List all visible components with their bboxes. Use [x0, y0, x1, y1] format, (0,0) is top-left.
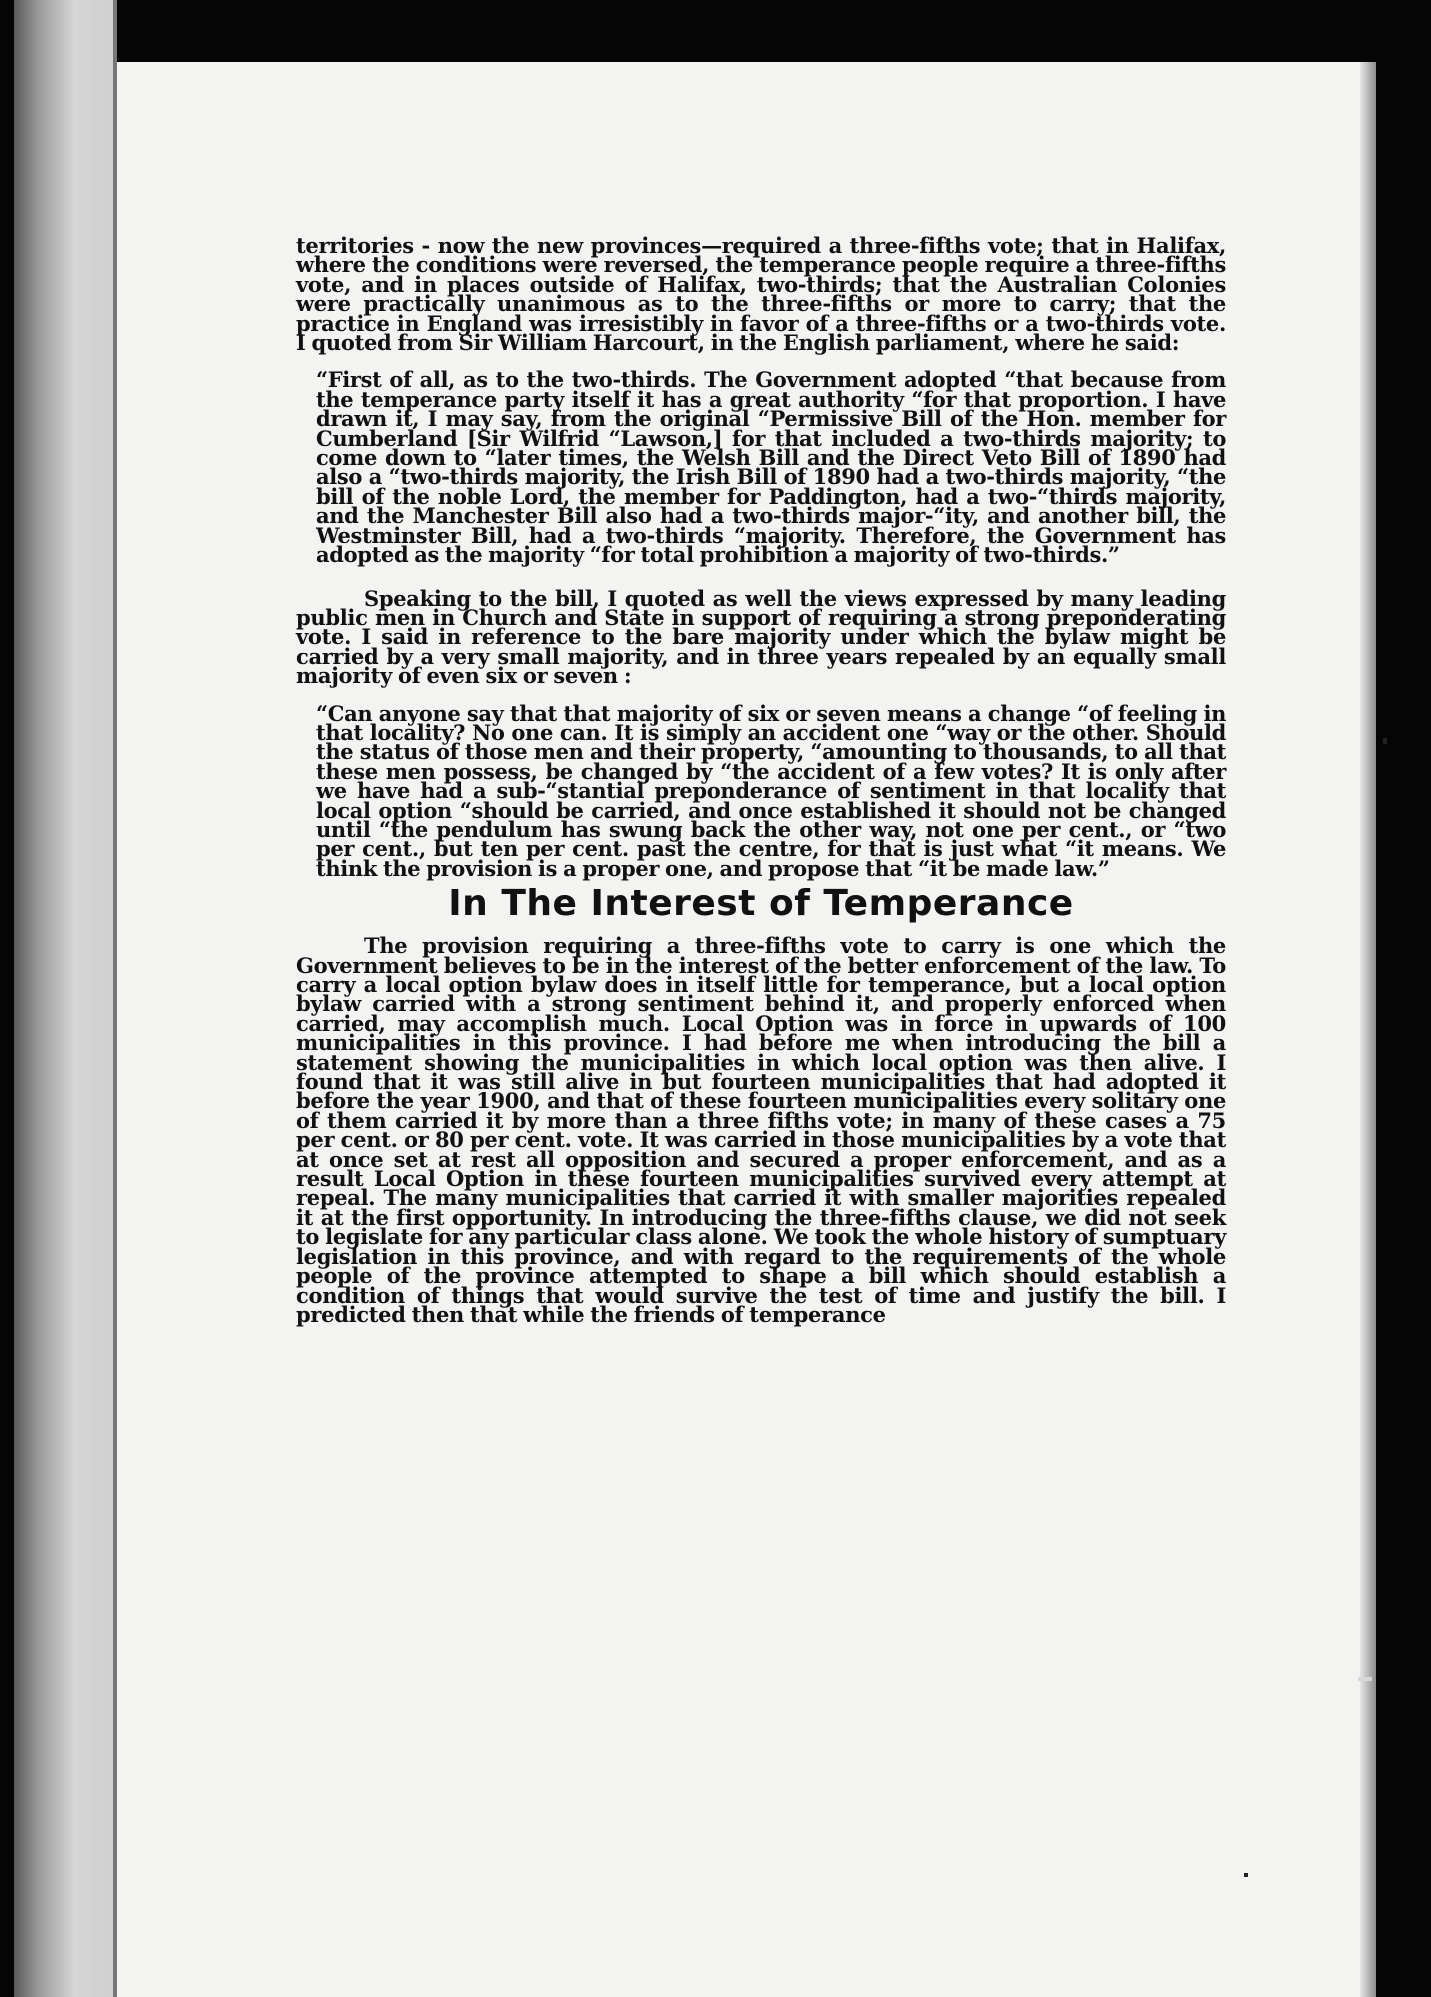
paragraph-provision: The provision requiring a three-fifths vote to carry is one which the Government believes to be in the interest of the better enforcement of the law. To carry a local option bylaw does in itself little for temperance, but a local option bylaw carried with a strong sentiment behind it, and properly enforced when carried, may accomplish much. Local Option was in force in upwards of 100 municipalities in this province. I had before me when introducing the bill a statement showing the municipalities in which local option was then alive. I found that it was still alive in but fourteen municipalities that had adopted it before the year 1900, and that of these fourteen municipalities every solitary one of them carried it by more than a three fifths vote; in many of these cases a 75 per cent. or 80 per cent. vote. It was carried in those municipalities by a vote that at once set at rest all opposition and secured a proper enforcement, and as a result Local Option in these fourteen municipalities survived every attempt at repeal. The many municipalities that carried it with smaller majorities repealed it at the first opportunity. In introducing the three-fifths clause, we did not seek to legislate for any particular class alone. We took the whole history of sumptuary legislation in this province, and with regard to the requirements of the whole people of the province attempted to shape a bill which should establish a condition of things that would survive the test of time and justify the bill. I predicted then that while the friends of temperance	[296, 933, 1226, 1327]
page-edge-shadow	[1360, 62, 1376, 1997]
margin-mark	[1358, 1677, 1372, 1681]
document-text	[296, 233, 1226, 1327]
margin-mark	[1383, 738, 1387, 744]
facing-page-edge	[14, 0, 114, 1997]
paragraph-territories: territories - now the new provinces—required a three-fifths vote; that in Halifax, where the conditions were reversed, the temperance people require a three-fifths vote, and in places outside of Halifax, two-thirds; that the Australian Colonies were practically unanimous as to the three-fifths or more to carry; that the practice in England was irresistibly in favor of a three-fifths or a two-thirds vote. I quoted from Sir William Harcourt, in the English parliament, where he said:	[296, 233, 1226, 356]
margin-mark	[1244, 1873, 1248, 1877]
paragraph-speaking: Speaking to the bill, I quoted as well the views expressed by many leading public men in Church and State in support of requiring a strong preponderating vote. I said in reference to the bare majority under which the bylaw might be carried by a very small majority, and in three years repealed by an equally small majority of even six or seven :	[296, 585, 1226, 689]
section-heading: In The Interest of Temperance	[448, 883, 1074, 925]
quote-harcourt: “First of all, as to the two-thirds. The Government adopted “that because from the temperance party itself it has a great authority “for that proportion. I have drawn it, I may say, from the original “Permissive Bill of the Hon. member for Cumberland [Sir Wilfrid “Lawson,] for that included a two-thirds majority; to come down to “later times, the Welsh Bill and the Direct Veto Bill of 1890 had also a “two-thirds majority, the Irish Bill of 1890 had a two-thirds majority, “the bill of the noble Lord, the member for Paddington, had a two-“thirds majority, and the Manchester Bill also had a two-thirds major-“ity, and another bill, the Westminster Bill, had a two-thirds “majority. Therefore, the Government has adopted as the majority “for total prohibition a majority of two-thirds.”	[316, 367, 1226, 568]
quote-majority: “Can anyone say that that majority of six or seven means a change “of feeling in that locality? No one can. It is simply an accident one “way or the other. Should the status of those men and their property, “amounting to thousands, to all that these men possess, be changed by “the accident of a few votes? It is only after we have had a sub-“stantial preponderance of sentiment in that locality that local option “should be carried, and once established it should not be changed until “the pendulum has swung back the other way, not one per cent., or “two per cent., but ten per cent. past the centre, for that is just what “it means. We think the provision is a proper one, and propose that “it be made law.”	[316, 700, 1226, 881]
